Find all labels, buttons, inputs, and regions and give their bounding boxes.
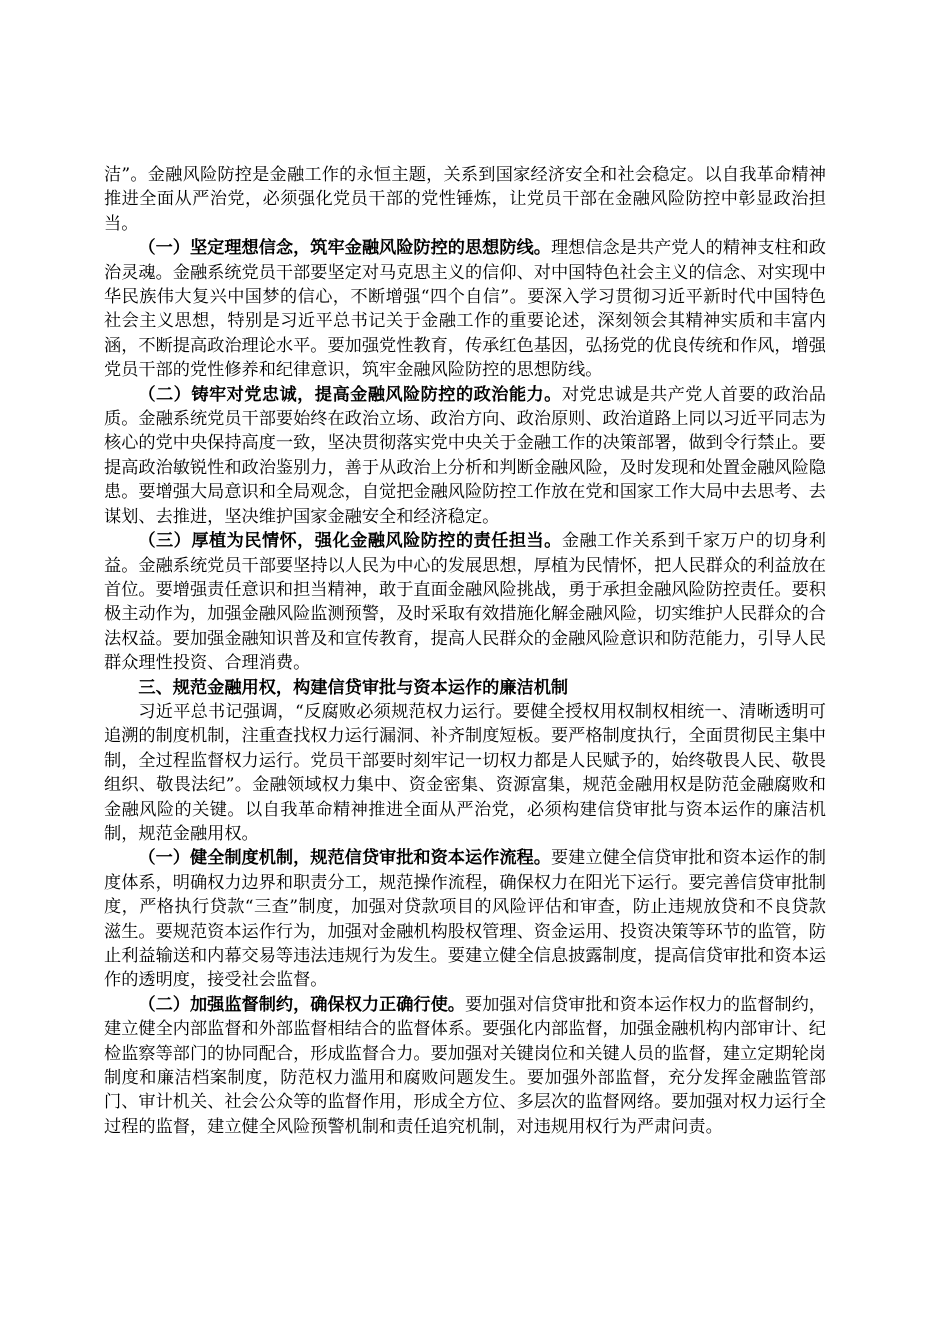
paragraph-text: 洁”。金融风险防控是金融工作的永恒主题，关系到国家经济安全和社会稳定。以自我革命精神推进全面从严治党，必须强化党员干部的党性锤炼，让党员干部在金融风险防控中彰显政治担当。	[104, 165, 826, 234]
document-page	[104, 163, 826, 1139]
paragraph-text: 金融工作关系到千家万户的切身利益。金融系统党员干部要坚持以人民为中心的发展思想，厚植为民情怀，把人民群众的利益放在首位。要增强责任意识和担当精神，敢于直面金融风险挑战，勇于承担金融风险防控责任。要积极主动作为，加强金融风险监测预警，及时采取有效措施化解金融风险，切实维护人民群众的合法权益。要加强金融知识普及和宣传教育，提高人民群众的金融风险意识和防范能力，引导人民群众理性投资、合理消费。	[104, 531, 826, 674]
paragraph-heading: （二）铸牢对党忠诚，提高金融风险防控的政治能力。	[138, 384, 562, 405]
paragraph-heading: （二）加强监督制约，确保权力正确行使。	[138, 994, 465, 1015]
paragraph-section-3-intro	[104, 700, 826, 846]
paragraph-section-2-item-3	[104, 529, 826, 675]
paragraph-text: 对党忠诚是共产党人首要的政治品质。金融系统党员干部要始终在政治立场、政治方向、政治原则、政治道路上同以习近平同志为核心的党中央保持高度一致，坚决贯彻落实党中央关于金融工作的决策部署，做到令行禁止。要提高政治敏锐性和政治鉴别力，善于从政治上分析和判断金融风险，及时发现和处置金融风险隐患。要增强大局意识和全局观念，自觉把金融风险防控工作放在党和国家工作大局中去思考、去谋划、去推进，坚决维护国家金融安全和经济稳定。	[104, 384, 826, 527]
paragraph-section-2-item-1	[104, 236, 826, 382]
paragraph-text: 理想信念是共产党人的精神支柱和政治灵魂。金融系统党员干部要坚定对马克思主义的信仰、对中国特色社会主义的信念、对实现中华民族伟大复兴中国梦的信心，不断增强“四个自信”。要深入学习贯彻习近平新时代中国特色社会主义思想，特别是习近平总书记关于金融工作的重要论述，深刻领会其精神实质和丰富内涵，不断提高政治理论水平。要加强党性教育，传承红色基因，弘扬党的优良传统和作风，增强党员干部的党性修养和纪律意识，筑牢金融风险防控的思想防线。	[104, 238, 826, 381]
paragraph-section-2-item-2	[104, 383, 826, 529]
paragraph-section-3-item-2	[104, 993, 826, 1139]
paragraph-text: 习近平总书记强调，“反腐败必须规范权力运行。要健全授权用权制权相统一、清晰透明可追溯的制度机制，注重查找权力运行漏洞、补齐制度短板。要严格制度执行，全面贯彻民主集中制，全过程监督权力运行。党员干部要时刻牢记一切权力都是人民赋予的，始终敬畏人民、敬畏组织、敬畏法纪”。金融领域权力集中、资金密集、资源富集，规范金融用权是防范金融腐败和金融风险的关键。以自我革命精神推进全面从严治党，必须构建信贷审批与资本运作的廉洁机制，规范金融用权。	[104, 701, 826, 844]
paragraph-text: 要加强对信贷审批和资本运作权力的监督制约，建立健全内部监督和外部监督相结合的监督体系。要强化内部监督，加强金融机构内部审计、纪检监察等部门的协同配合，形成监督合力。要加强对关键岗位和关键人员的监督，建立定期轮岗制度和廉洁档案制度，防范权力滥用和腐败问题发生。要加强外部监督，充分发挥金融监管部门、审计机关、社会公众等的监督作用，形成全方位、多层次的监督网络。要加强对权力运行全过程的监督，建立健全风险预警机制和责任追究机制，对违规用权行为严肃问责。	[104, 994, 826, 1137]
paragraph-heading: （一）健全制度机制，规范信贷审批和资本运作流程。	[138, 848, 551, 869]
paragraph-text: 要建立健全信贷审批和资本运作的制度体系，明确权力边界和职责分工，规范操作流程，确保权力在阳光下运行。要完善信贷审批制度，严格执行贷款“三查”制度，加强对贷款项目的风险评估和审查，防止违规放贷和不良贷款滋生。要规范资本运作行为，加强对金融机构股权管理、资金运用、投资决策等环节的监管，防止利益输送和内幕交易等违法违规行为发生。要建立健全信息披露制度，提高信贷审批和资本运作的透明度，接受社会监督。	[104, 848, 826, 991]
paragraph-heading: （一）坚定理想信念，筑牢金融风险防控的思想防线。	[138, 238, 551, 259]
section-heading: 三、规范金融用权，构建信贷审批与资本运作的廉洁机制	[138, 677, 569, 698]
paragraph-section-3-item-1	[104, 846, 826, 992]
paragraph-heading: （三）厚植为民情怀，强化金融风险防控的责任担当。	[138, 531, 562, 552]
paragraph-intro-continued	[104, 163, 826, 236]
section-3-heading	[104, 676, 826, 700]
